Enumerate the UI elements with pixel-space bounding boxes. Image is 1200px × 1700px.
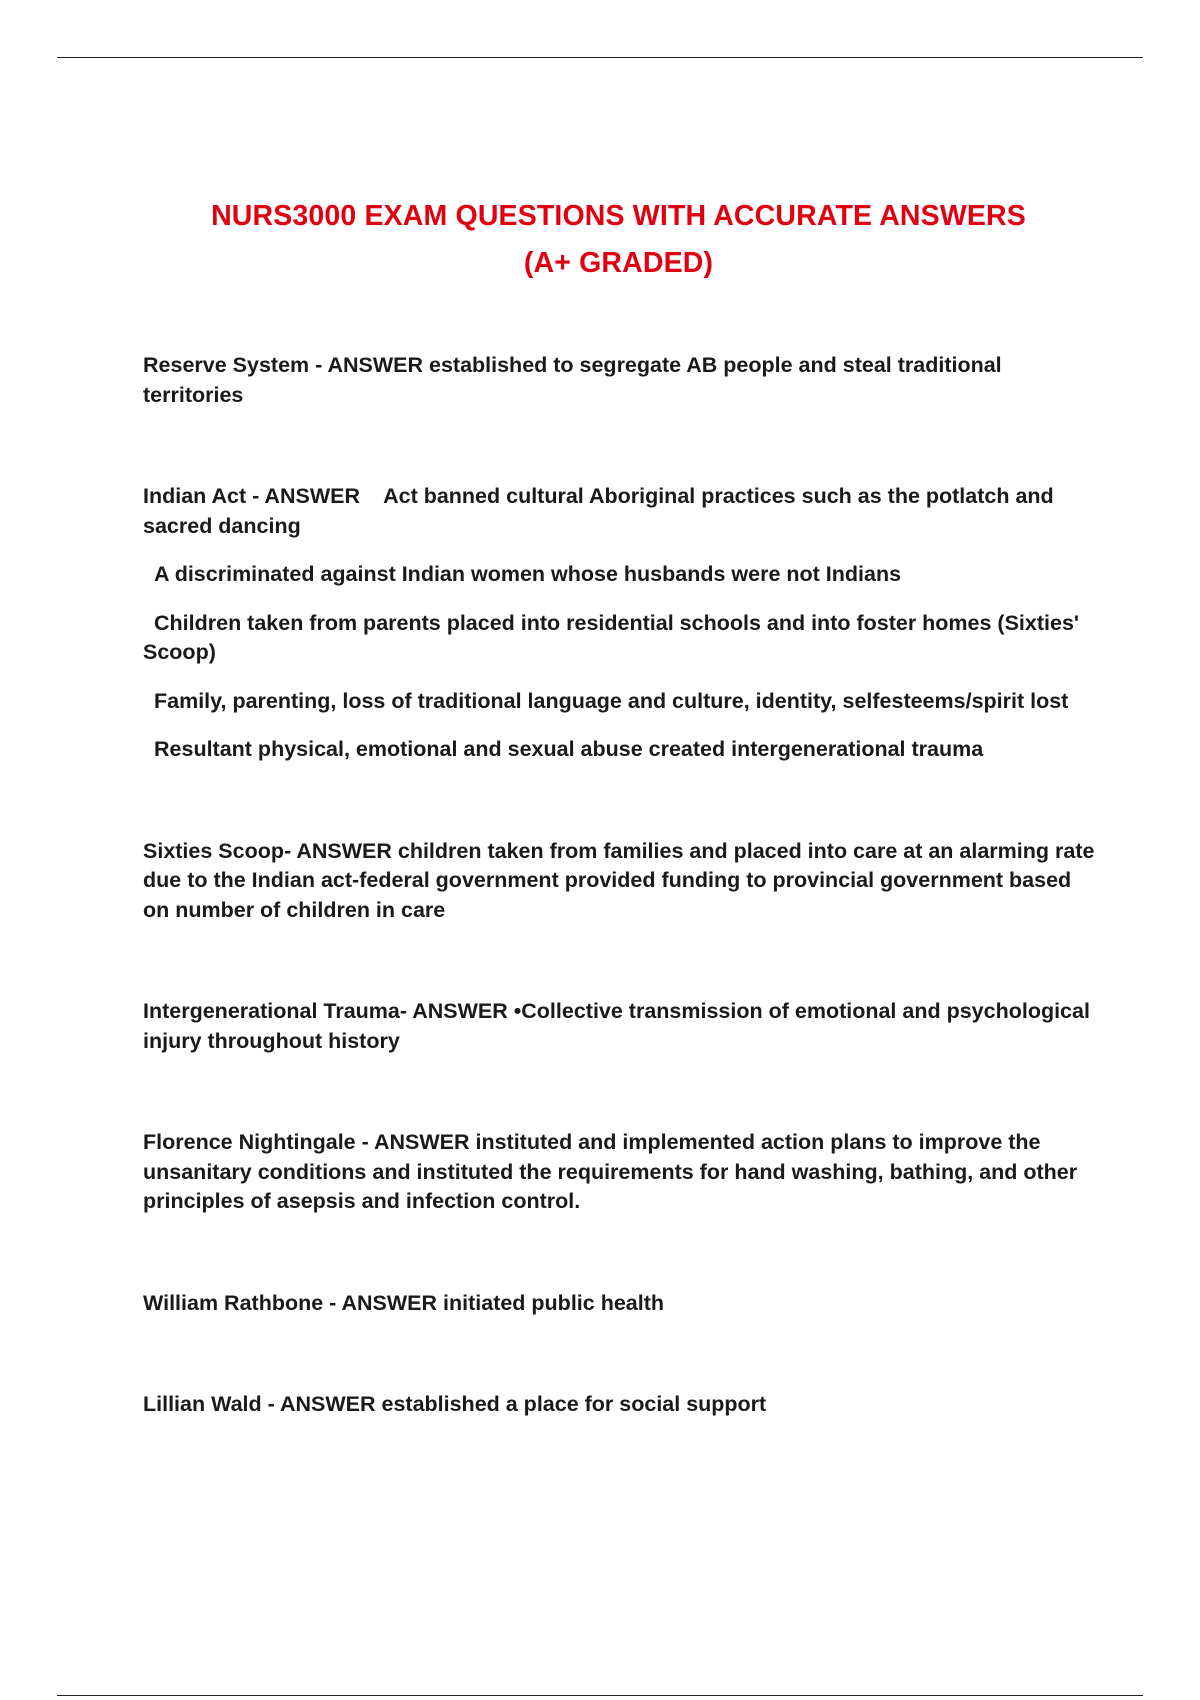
top-rule bbox=[57, 57, 1143, 58]
indian-act-point-2: Children taken from parents placed into residential schools and into foster homes (Sixties' Scoop) bbox=[143, 610, 1080, 664]
title-line-2: (A+ GRADED) bbox=[523, 247, 714, 279]
entry-answer: Act banned cultural Aboriginal practices such as the potlatch and sacred dancing bbox=[143, 484, 1060, 538]
entry-reserve-system bbox=[143, 351, 1103, 410]
entry-answer: instituted and implemented action plans to improve the unsanitary conditions and instituted the requirements for hand washing, bathing, and other principles of asepsis and infection control. bbox=[143, 1130, 1078, 1213]
entry-william-rathbone bbox=[143, 1289, 1103, 1319]
entry-term: Indian Act - ANSWER bbox=[143, 484, 360, 508]
title-line-1: NURS3000 EXAM QUESTIONS WITH ACCURATE ANSWERS bbox=[211, 200, 1026, 232]
entry-term: Reserve System - ANSWER bbox=[143, 353, 424, 377]
indian-act-point-4: Resultant physical, emotional and sexual abuse created intergenerational trauma bbox=[154, 737, 984, 761]
entry-sixties-scoop bbox=[143, 837, 1103, 926]
entry-florence-nightingale bbox=[143, 1128, 1103, 1217]
entry-answer: initiated public health bbox=[437, 1290, 665, 1315]
indian-act-point-3: Family, parenting, loss of traditional language and culture, identity, selfesteems/spirit lost bbox=[154, 688, 1069, 713]
entry-intergenerational-trauma bbox=[143, 997, 1103, 1056]
entry-lillian-wald bbox=[143, 1390, 1103, 1420]
bottom-rule bbox=[57, 1695, 1143, 1696]
entry-indian-act bbox=[143, 482, 1103, 541]
entry-answer: established to segregate AB people and steal traditional territories bbox=[143, 353, 1002, 407]
entry-term: William Rathbone - ANSWER bbox=[143, 1290, 438, 1315]
entry-term: Lillian Wald - ANSWER bbox=[143, 1392, 376, 1416]
entry-answer: established a place for social support bbox=[375, 1392, 767, 1416]
entry-term: Florence Nightingale - ANSWER bbox=[143, 1130, 470, 1154]
entry-answer: children taken from families and placed into care at an alarming rate due to the Indian act-federal government provided funding to provincial government based on number of children in care bbox=[143, 838, 1095, 922]
document-body bbox=[143, 351, 1103, 1420]
entry-answer: •Collective transmission of emotional and psychological injury throughout history bbox=[143, 999, 1090, 1053]
indian-act-point-1: A discriminated against Indian women whose husbands were not Indians bbox=[154, 562, 902, 586]
document-title bbox=[100, 193, 1137, 287]
entry-term: Intergenerational Trauma- ANSWER bbox=[143, 999, 508, 1023]
entry-term: Sixties Scoop- ANSWER bbox=[143, 838, 392, 863]
